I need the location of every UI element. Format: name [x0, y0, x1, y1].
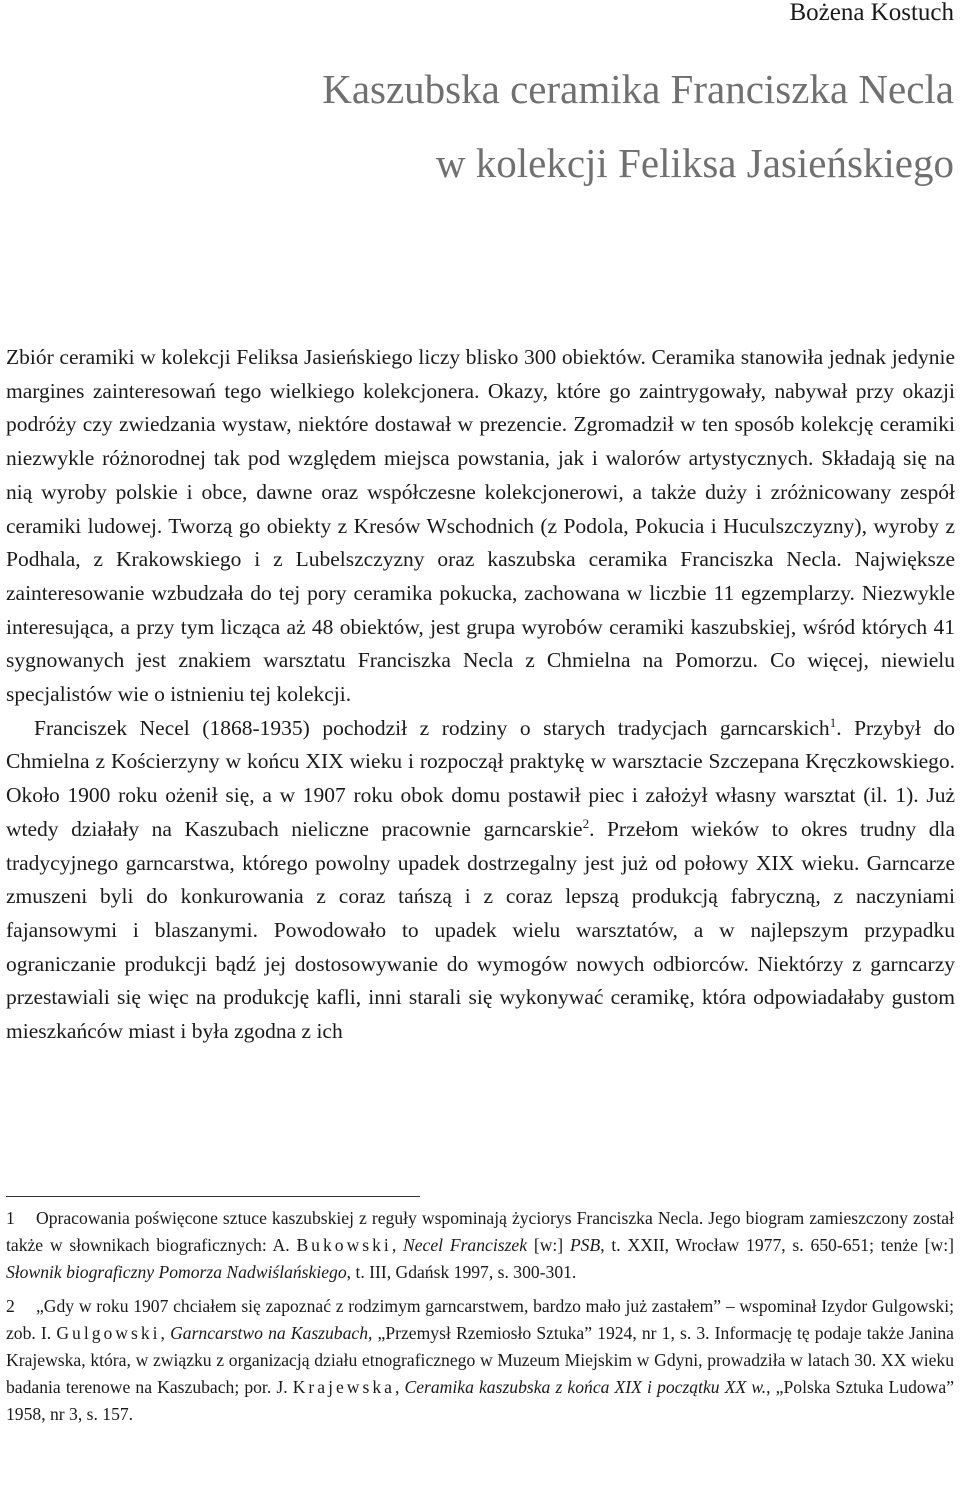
footnote-2-number: 2	[6, 1295, 15, 1316]
footnote-1-text-a: Opracowania poświęcone sztuce kaszubskiej z reguły wspominają życiorys Franciszka Necla. Jego biogram zamieszczony został także w słownikach biograficznych: A.	[6, 1208, 954, 1256]
footnote-1-italic-2: PSB	[569, 1235, 601, 1256]
footnote-2-text-c: „Przemysł Rzemiosło Sztuka” 1924, nr 1, s. 3. Informację tę podaje także Janina Krajewska, która, w związku z organizacją działu etnograficznego w Muzeum Miejskim w Gdyni, prowadziła w latach 30. XX wieku badania terenowe na Kaszubach; por. J.	[6, 1322, 954, 1398]
footnote-1-text-d: , t. XXII, Wrocław 1977, s. 650-651; tenże [w:]	[600, 1235, 954, 1256]
title-line-2: w kolekcji Feliksa Jasieńskiego	[435, 140, 954, 186]
paragraph-2-text-c: . Przełom wieków to okres trudny dla tradycyjnego garncarstwa, którego powolny upadek dostrzegalny jest już od połowy XIX wieku. Garncarze zmuszeni byli do konkurowania z coraz tańszą i z coraz lepszą produkcją fabryczną, z naczyniami fajansowymi i blaszanymi. Powodowało to upadek wielu warsztatów, a w najlepszym przypadku ograniczanie produkcji bądź jej dostosowywanie do wymogów nowych odbiorców. Niektórzy z garncarzy przestawiali się więc na produkcję kafli, inni starali się wykonywać ceramikę, która odpowiadałaby gustom mieszkańców miast i była zgodna z ich	[6, 816, 955, 1044]
footnote-2-text-a: „Gdy w roku 1907 chciałem się zapoznać z rodzimym garncarstwem, bardzo mało już zastałem” – wspominał Izydor Gulgowski; zob. I.	[6, 1295, 954, 1343]
footnote-1-text-e: , t. III, Gdańsk 1997, s. 300-301.	[346, 1262, 577, 1283]
footnotes	[6, 1205, 954, 1435]
footnote-1	[6, 1205, 954, 1287]
title-line-1: Kaszubska ceramika Franciszka Necla	[322, 66, 954, 112]
footnote-1-text-b: ,	[391, 1235, 403, 1256]
paragraph-2	[6, 712, 955, 1049]
footnote-1-italic-1: Necel Franciszek	[403, 1235, 528, 1256]
article-body	[6, 341, 955, 1049]
footnote-2	[6, 1293, 954, 1429]
footnote-2-author-2: Krajewska	[292, 1377, 395, 1398]
footnote-2-text-e: , „Polska Sztuka Ludowa” 1958, nr 3, s. 157.	[6, 1377, 954, 1425]
footnote-1-text-c: [w:]	[527, 1235, 570, 1256]
footnote-ref-1[interactable]: 1	[829, 714, 837, 730]
footnote-1-italic-3: Słownik biograficzny Pomorza Nadwiślańskiego	[6, 1262, 347, 1283]
footnote-2-text-b: ,	[160, 1322, 171, 1343]
footnote-2-author-1: Gulgowski	[56, 1322, 161, 1343]
footnote-ref-2[interactable]: 2	[582, 815, 590, 831]
paragraph-2-text-a: Franciszek Necel (1868-1935) pochodził z rodziny o starych tradycjach garncarskich	[34, 715, 830, 740]
footnote-2-italic-2: Ceramika kaszubska z końca XIX i początku XX w.	[404, 1377, 767, 1398]
footnote-divider	[6, 1196, 420, 1197]
footnote-2-text-d: ,	[394, 1377, 405, 1398]
paragraph-1: Zbiór ceramiki w kolekcji Feliksa Jasieńskiego liczy blisko 300 obiektów. Ceramika stanowiła jednak jedynie margines zainteresowań tego wielkiego kolekcjonera. Okazy, które go zaintrygowały, nabywał przy okazji podróży czy zwiedzania wystaw, niektóre dostawał w prezencie. Zgromadził w ten sposób kolekcję ceramiki niezwykle różnorodnej tak pod względem miejsca powstania, jak i walorów artystycznych. Składają się na nią wyroby polskie i obce, dawne oraz współczesne kolekcjonerowi, a także duży i zróżnicowany zespół ceramiki ludowej. Tworzą go obiekty z Kresów Wschodnich (z Podola, Pokucia i Huculszczyzny), wyroby z Podhala, z Krakowskiego i z Lubelszczyzny oraz kaszubska ceramika Franciszka Necla. Największe zainteresowanie wzbudzała do tej pory ceramika pokucka, zachowana w liczbie 11 egzemplarzy. Niezwykle interesująca, a przy tym licząca aż 48 obiektów, jest grupa wyrobów ceramiki kaszubskiej, wśród których 41 sygnowanych jest znakiem warsztatu Franciszka Necla z Chmielna na Pomorzu. Co więcej, niewielu specjalistów wie o istnieniu tej kolekcji.	[6, 345, 955, 707]
footnote-1-number: 1	[6, 1208, 15, 1228]
article-title	[322, 52, 954, 200]
footnote-1-author: Bukowski	[296, 1235, 392, 1256]
footnote-2-italic-1: Garncarstwo na Kaszubach,	[170, 1322, 373, 1343]
author-name: Bożena Kostuch	[789, 0, 954, 26]
paragraph-2-text-b: . Przybył do Chmielna z Kościerzyny w końcu XIX wieku i rozpoczął praktykę w warsztacie Szczepana Kręczkowskiego. Około 1900 roku ożenił się, a w 1907 roku obok domu postawił piec i założył własny warsztat (il. 1). Już wtedy działały na Kaszubach nieliczne pracownie garncarskie	[6, 715, 955, 841]
